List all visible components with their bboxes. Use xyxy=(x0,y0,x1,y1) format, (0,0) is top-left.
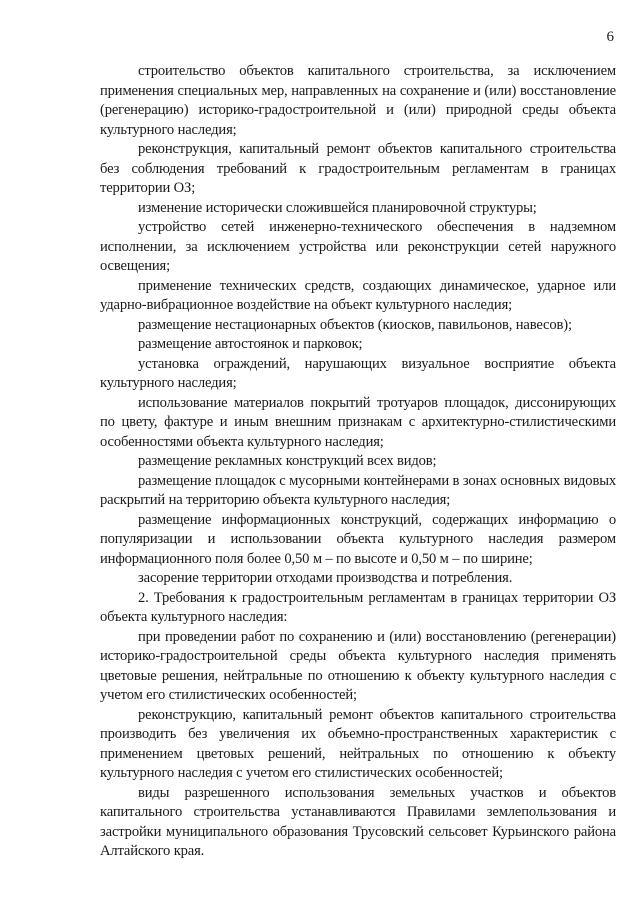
paragraph-2: реконструкция, капитальный ремонт объектов капитального строительства без соблюдения требований к градостроительным регламентам в границах территории ОЗ; xyxy=(100,141,616,196)
paragraph-1: строительство объектов капитального строительства, за исключением применения специальных мер, направленных на сохранение и (или) восстановление (регенерацию) историко-градостроительной и (или) природной среды объекта культурного наследия; xyxy=(100,63,616,138)
paragraph-6: размещение нестационарных объектов (киосков, павильонов, навесов); xyxy=(138,316,572,333)
paragraph-4: устройство сетей инженерно-технического обеспечения в надземном исполнении, за исключением устройства или реконструкции сетей наружного освещения; xyxy=(100,219,616,274)
paragraph-11: размещение площадок с мусорными контейнерами в зонах основных видовых раскрытий на территорию объекта культурного наследия; xyxy=(100,472,616,508)
paragraph-12: размещение информационных конструкций, содержащих информацию о популяризации и использовании объекта культурного наследия размером информационного поля более 0,50 м – по высоте и 0,50 м – по ширине; xyxy=(100,511,616,567)
paragraph-9: использование материалов покрытий тротуаров площадок, диссонирующих по цвету, фактуре и иным внешним признакам с архитектурно-стилистическими особенностями объекта культурного наследия; xyxy=(100,394,616,450)
paragraph-17: виды разрешенного использования земельных участков и объектов капитального строительства устанавливаются Правилами землепользования и застройки муниципального образования Трусовский сельсовет Курьинского района Алтайского края. xyxy=(100,784,616,859)
paragraph-5: применение технических средств, создающих динамическое, ударное или ударно-вибрационное воздействие на объект культурного наследия; xyxy=(100,277,616,313)
page-number: 6 xyxy=(606,29,614,45)
paragraph-14: 2. Требования к градостроительным регламентам в границах территории ОЗ объекта культурного наследия: xyxy=(100,589,616,625)
paragraph-3: изменение исторически сложившейся планировочной структуры; xyxy=(138,199,537,216)
paragraph-10: размещение рекламных конструкций всех видов; xyxy=(138,453,437,469)
paragraph-7: размещение автостоянок и парковок; xyxy=(138,336,363,352)
paragraph-15: при проведении работ по сохранению и (или) восстановлению (регенерации) историко-градостроительной среды объекта культурного наследия применять цветовые решения, нейтральные по отношению к объекту культурного наследия с учетом его стилистических особенностей; xyxy=(100,628,616,703)
paragraph-16: реконструкцию, капитальный ремонт объектов капитального строительства производить без увеличения их объемно-пространственных характеристик с применением цветовых решений, нейтральных по отношению к объекту культурного наследия с учетом его стилистических особенностей; xyxy=(100,706,616,781)
paragraph-13: засорение территории отходами производства и потребления. xyxy=(138,570,513,586)
paragraph-8: установка ограждений, нарушающих визуальное восприятие объекта культурного наследия; xyxy=(100,355,616,391)
document-body xyxy=(100,62,616,862)
